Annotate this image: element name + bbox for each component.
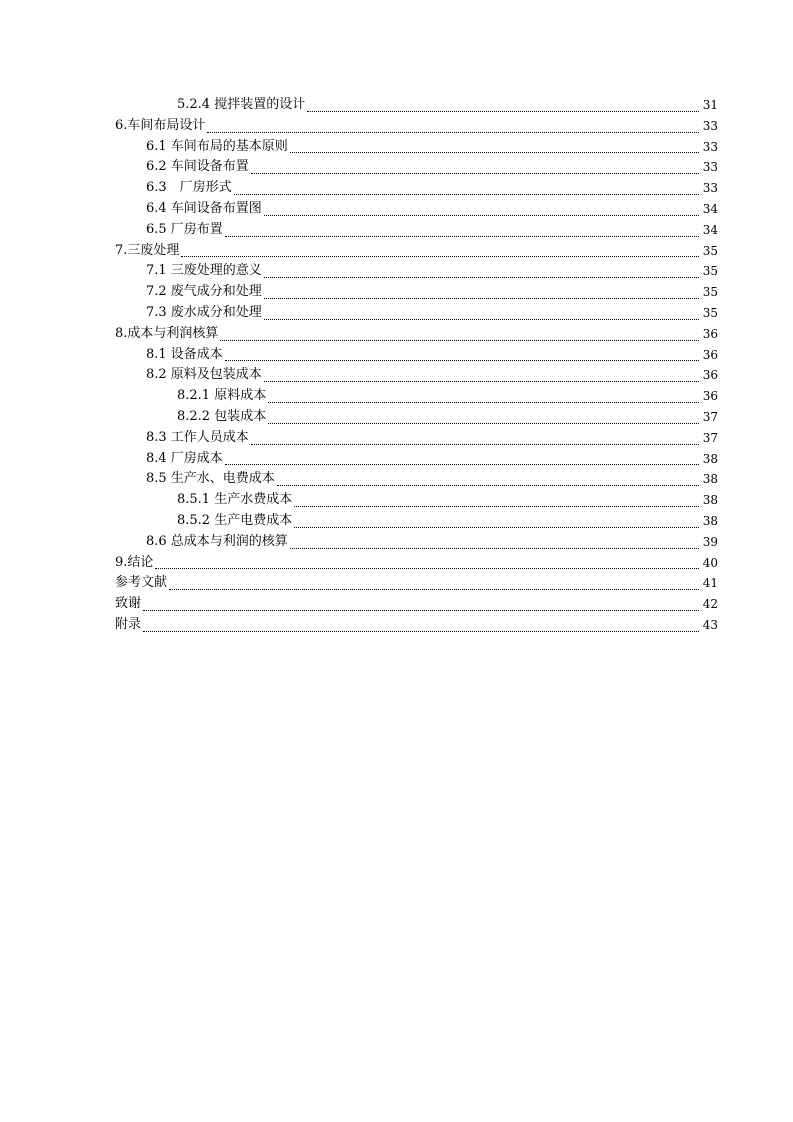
- dot-leader: [294, 506, 699, 528]
- dot-leader: [251, 152, 699, 174]
- toc-entry-title: 9.结论: [115, 554, 154, 570]
- toc-entry-page-number: 36: [702, 368, 718, 383]
- toc-entry-page-number: 37: [702, 409, 718, 424]
- toc-entry-page-number: 34: [702, 222, 718, 237]
- toc-entry-title: 6.1 车间布局的基本原则: [146, 138, 288, 154]
- toc-entry-page-number: 38: [702, 493, 718, 508]
- toc-entry-page-number: 33: [702, 160, 718, 175]
- toc-entry-page-number: 39: [702, 534, 718, 549]
- toc-entry-title: 8.6 总成本与利润的核算: [146, 533, 288, 549]
- toc-entry-title: 8.2.2 包装成本: [177, 408, 267, 424]
- toc-entry-title: 7.2 废气成分和处理: [146, 284, 262, 300]
- dot-leader: [207, 111, 699, 133]
- dot-leader: [290, 527, 699, 549]
- toc-entry-title: 7.三废处理: [115, 242, 180, 258]
- dot-leader: [143, 589, 699, 611]
- toc-entry-title: 8.2 原料及包装成本: [146, 367, 262, 383]
- toc-entry-page-number: 37: [702, 430, 718, 445]
- toc-entry-title: 8.1 设备成本: [146, 346, 223, 362]
- toc-entry-page-number: 43: [702, 617, 718, 632]
- toc-entry-title: 7.1 三废处理的意义: [146, 263, 262, 279]
- toc-entry-title: 6.3 厂房形式: [146, 180, 232, 196]
- toc-entry[interactable]: [0, 615, 793, 636]
- dot-leader: [155, 548, 699, 570]
- toc-entry-title: 8.5.2 生产电费成本: [177, 512, 293, 528]
- toc-entry-title: 8.5 生产水、电费成本: [146, 471, 275, 487]
- dot-leader: [294, 485, 699, 507]
- toc-entry-page-number: 34: [702, 201, 718, 216]
- toc-entry-title: 6.5 厂房布置: [146, 221, 223, 237]
- toc-entry-page-number: 35: [702, 264, 718, 279]
- toc-entry-title: 8.3 工作人员成本: [146, 429, 249, 445]
- dot-leader: [264, 194, 699, 216]
- toc-entry-title: 8.5.1 生产水费成本: [177, 492, 293, 508]
- toc-entry-page-number: 38: [702, 451, 718, 466]
- toc-entry-page-number: 35: [702, 305, 718, 320]
- toc-entry-page-number: 38: [702, 513, 718, 528]
- toc-entry-title: 8.4 厂房成本: [146, 450, 223, 466]
- dot-leader: [264, 360, 699, 382]
- toc-entry-page-number: 41: [702, 576, 718, 591]
- toc-entry-page-number: 38: [702, 472, 718, 487]
- toc-entry-title: 6.2 车间设备布置: [146, 159, 249, 175]
- dot-leader: [264, 298, 699, 320]
- table-of-contents: [0, 95, 793, 636]
- dot-leader: [225, 215, 699, 237]
- dot-leader: [307, 90, 699, 112]
- dot-leader: [169, 568, 699, 590]
- dot-leader: [251, 423, 699, 445]
- toc-entry-title: 8.成本与利润核算: [115, 325, 219, 341]
- toc-entry-title: 参考文献: [115, 575, 168, 591]
- dot-leader: [181, 236, 699, 258]
- toc-entry-page-number: 35: [702, 243, 718, 258]
- toc-entry-page-number: 35: [702, 285, 718, 300]
- dot-leader: [264, 277, 699, 299]
- toc-entry-page-number: 36: [702, 326, 718, 341]
- toc-entry-title: 7.3 废水成分和处理: [146, 304, 262, 320]
- toc-entry-page-number: 33: [702, 118, 718, 133]
- dot-leader: [290, 132, 699, 154]
- dot-leader: [268, 381, 699, 403]
- toc-entry-title: 5.2.4 搅拌装置的设计: [177, 97, 306, 112]
- toc-entry-page-number: 31: [702, 98, 718, 112]
- dot-leader: [225, 340, 699, 362]
- dot-leader: [225, 444, 699, 466]
- toc-entry-title: 6.车间布局设计: [115, 117, 206, 133]
- toc-entry-title: 附录: [115, 616, 142, 632]
- toc-entry-title: 6.4 车间设备布置图: [146, 200, 262, 216]
- toc-entry-page-number: 36: [702, 347, 718, 362]
- dot-leader: [234, 173, 699, 195]
- toc-entry-page-number: 42: [702, 597, 718, 612]
- toc-entry-title: 8.2.1 原料成本: [177, 388, 267, 404]
- dot-leader: [277, 464, 699, 486]
- toc-entry-title: 致谢: [115, 596, 142, 612]
- dot-leader: [220, 319, 699, 341]
- dot-leader: [143, 610, 699, 632]
- toc-entry-page-number: 36: [702, 389, 718, 404]
- dot-leader: [264, 256, 699, 278]
- toc-entry-page-number: 33: [702, 181, 718, 196]
- toc-entry-page-number: 33: [702, 139, 718, 154]
- toc-entry-page-number: 40: [702, 555, 718, 570]
- dot-leader: [268, 402, 699, 424]
